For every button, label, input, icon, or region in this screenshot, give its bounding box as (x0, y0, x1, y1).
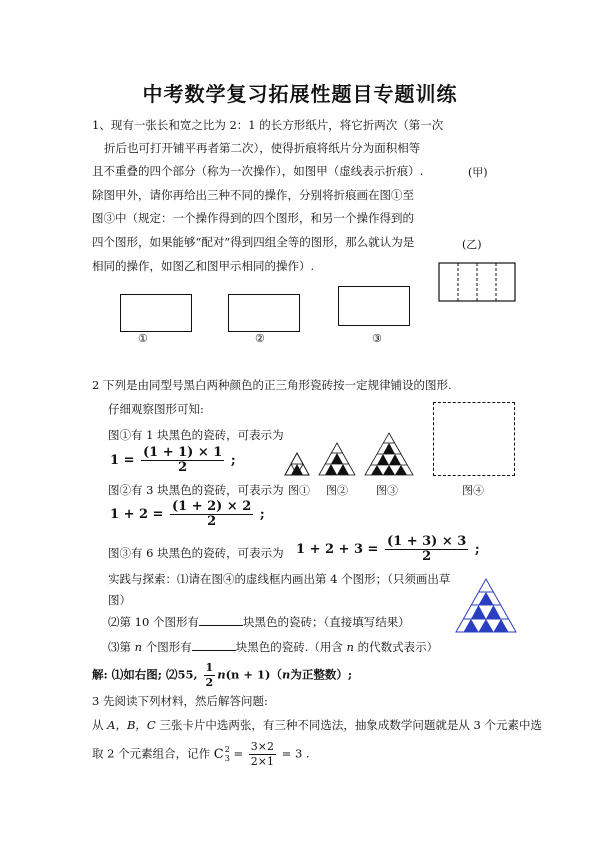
part2-text-a: ⑵第 10 个图形有 (108, 615, 199, 629)
part2-text-b: 块黑色的瓷砖；（直接填写结果） (242, 615, 410, 629)
var-n: n (217, 667, 226, 682)
answer-denominator: 2 (205, 676, 214, 689)
q3-vars: A，B，C (107, 718, 156, 732)
tri-label-1: 图① (288, 484, 310, 497)
formula-numerator: (1 + 1) × 1 (143, 445, 223, 460)
fig-label-3: ③ (372, 332, 382, 345)
fold-figure-yi (438, 262, 518, 304)
label-yi: (乙) (462, 238, 482, 251)
q2-practice-line-1: 实践与探索：⑴请在图④的虚线框内画出第 4 个图形；（只须画出草 (108, 572, 451, 586)
comb-sub: 3 (224, 754, 230, 763)
comb-sup: 2 (224, 745, 230, 754)
q1-line-6: 四个图形，如果能够“配对”得到四组全等的图形，那么就认为是 (92, 235, 415, 249)
formula-denominator: 2 (178, 460, 188, 475)
part3-text-b: 个图形有 (145, 640, 192, 654)
q2-answer (92, 661, 352, 690)
answer-triangle-figure (455, 578, 517, 634)
tri-label-4: 图④ (462, 484, 484, 497)
q3-text-b: 三张卡片中选两张，有三种不同选法，抽象成数学问题就是从 3 个元素中选 (159, 718, 542, 732)
formula-numerator: (1 + 3) × 3 (386, 534, 467, 549)
formula-end: ; (474, 542, 480, 557)
comb-symbol: C 2 3 (213, 745, 230, 763)
formula-denominator: 2 (207, 514, 217, 529)
blank-rectangle-1 (120, 294, 192, 332)
q3-intro: 3 先阅读下列材料，然后解答问题: (92, 694, 268, 708)
q3-end: = 3 . (281, 746, 310, 761)
part3-text-a: ⑶第 (108, 640, 131, 654)
q2-part-2 (108, 614, 410, 629)
triangle-figure-1 (284, 452, 310, 476)
formula-numerator: (1 + 2) × 2 (172, 499, 252, 514)
q1-line-4: 除图甲外，请你再给出三种不同的操作，分别将折痕画在图①至 (92, 188, 414, 202)
q1-line-1: 1、现有一张长和宽之比为 2：1 的长方形纸片，将它折两次（第一次 (92, 118, 444, 132)
q2-part-3 (108, 639, 438, 654)
triangle-figure-3 (364, 432, 414, 476)
part3-text-c: 块黑色的瓷砖.（用含 (235, 640, 343, 654)
answer-numerator: 1 (205, 661, 214, 674)
tri-label-2: 图② (326, 484, 348, 497)
var-n: n (281, 667, 291, 682)
q3-text-c: 取 2 个元素组合，记作 (92, 746, 211, 761)
q1-line-2: 折后也可打开铺平再者第二次），使得折痕将纸片分为面积相等 (104, 141, 421, 155)
answer-text-c: 为正整数）; (290, 667, 353, 682)
blank-rectangle-2 (228, 294, 300, 332)
formula-left: 1 + 2 + 3 = (296, 542, 379, 557)
fig-label-2: ② (255, 332, 265, 345)
formula-left: 1 + 2 = (110, 507, 164, 522)
answer-blank-1 (199, 614, 243, 626)
triangle-figure-2 (318, 442, 356, 476)
q2-fig1-text: 图①有 1 块黑色的瓷砖，可表示为 (108, 428, 284, 442)
q3-text-a: 从 (92, 718, 104, 732)
q2-fig2-text: 图②有 3 块黑色的瓷砖，可表示为 (108, 483, 284, 497)
q2-observe: 仔细观察图形可知: (108, 402, 204, 416)
q2-intro: 2 下列是由同型号黑白两种颜色的正三角形瓷砖按一定规律铺设的图形. (92, 378, 452, 392)
q2-fig3-text: 图③有 6 块黑色的瓷砖，可表示为 (108, 546, 284, 560)
q2-fig1-formula (110, 446, 236, 475)
page-title: 中考数学复习拓展性题目专题训练 (142, 82, 458, 106)
var-n: n (346, 640, 354, 654)
q3-numerator: 3×2 (250, 740, 275, 753)
answer-text-a: 解: ⑴如右图; ⑵55, (92, 667, 198, 682)
answer-blank-2 (192, 639, 236, 651)
figure-4-dashed-box (433, 402, 515, 476)
formula-end: ; (259, 507, 265, 522)
answer-text-b: (n + 1)（ (225, 667, 282, 682)
q2-practice-line-2: 图） (108, 593, 131, 607)
formula-left: 1 = (110, 453, 135, 468)
q1-line-3: 且不重叠的四个部分（称为一次操作），如图甲（虚线表示折痕）. (92, 164, 424, 178)
formula-denominator: 2 (422, 549, 432, 564)
blank-rectangle-3 (338, 286, 410, 326)
part3-text-d: 的代数式表示） (357, 640, 439, 654)
q2-fig2-formula (110, 500, 265, 529)
q2-fig3-formula (296, 535, 480, 564)
q3-line-2: 取 2 个元素组合，记作 C 2 3 = $\frac{3\times 2}{2\times 1}$ = 3 . (92, 740, 310, 768)
q1-line-7: 相同的操作，如图乙和图甲示相同的操作）. (92, 259, 315, 273)
q1-line-5: 图③中（规定：一个操作得到的四个图形，和另一个操作得到的 (92, 211, 414, 225)
formula-end: ; (230, 453, 236, 468)
tri-label-3: 图③ (376, 484, 398, 497)
label-jia: (甲) (468, 166, 488, 179)
fig-label-1: ① (138, 332, 148, 345)
q3-line-1 (92, 718, 542, 732)
var-n: n (134, 640, 143, 654)
q3-denominator: 2×1 (250, 755, 275, 768)
